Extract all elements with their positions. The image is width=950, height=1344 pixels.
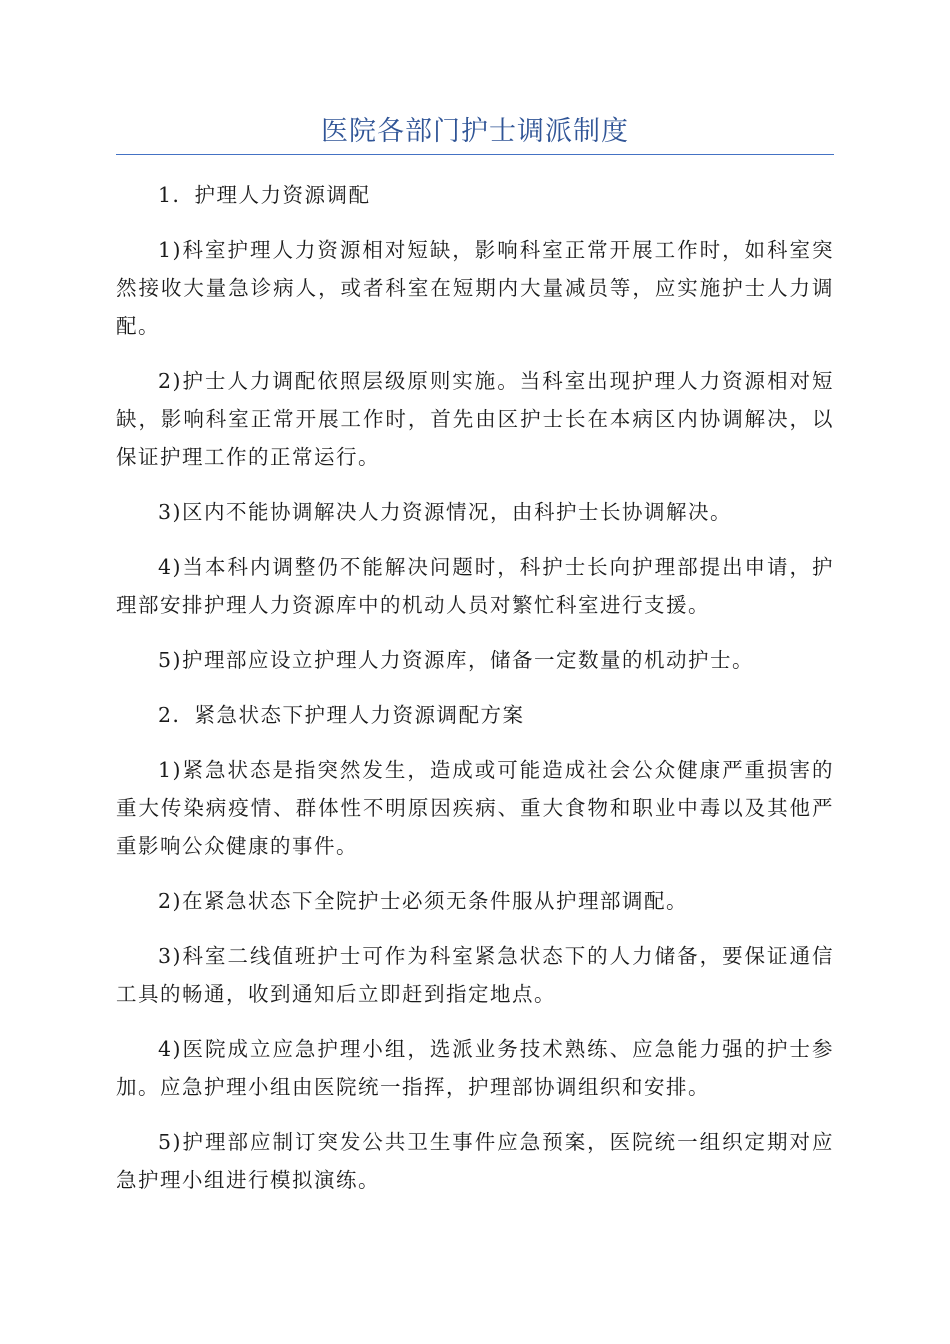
document-title: 医院各部门护士调派制度 bbox=[321, 116, 629, 147]
paragraph: 4)医院成立应急护理小组，选派业务技术熟练、应急能力强的护士参加。应急护理小组由医院统一指挥，护理部协调组织和安排。 bbox=[116, 1037, 834, 1099]
paragraph: 4)当本科内调整仍不能解决问题时，科护士长向护理部提出申请，护理部安排护理人力资源库中的机动人员对繁忙科室进行支援。 bbox=[116, 555, 834, 617]
document-body bbox=[116, 176, 834, 1216]
paragraph: 5)护理部应制订突发公共卫生事件应急预案，医院统一组织定期对应急护理小组进行模拟演练。 bbox=[116, 1130, 834, 1192]
section-heading: 1．护理人力资源调配 bbox=[158, 183, 371, 207]
title-underline bbox=[116, 154, 834, 155]
section-heading: 2．紧急状态下护理人力资源调配方案 bbox=[158, 703, 525, 727]
paragraph: 1)紧急状态是指突然发生，造成或可能造成社会公众健康严重损害的重大传染病疫情、群体性不明原因疾病、重大食物和职业中毒以及其他严重影响公众健康的事件。 bbox=[116, 758, 834, 858]
paragraph: 1)科室护理人力资源相对短缺，影响科室正常开展工作时，如科室突然接收大量急诊病人，或者科室在短期内大量减员等，应实施护士人力调配。 bbox=[116, 238, 834, 338]
paragraph: 5)护理部应设立护理人力资源库，储备一定数量的机动护士。 bbox=[158, 648, 755, 672]
paragraph: 3)科室二线值班护士可作为科室紧急状态下的人力储备，要保证通信工具的畅通，收到通知后立即赶到指定地点。 bbox=[116, 944, 834, 1006]
paragraph: 2)护士人力调配依照层级原则实施。当科室出现护理人力资源相对短缺，影响科室正常开展工作时，首先由区护士长在本病区内协调解决，以保证护理工作的正常运行。 bbox=[116, 369, 834, 469]
paragraph: 2)在紧急状态下全院护士必须无条件服从护理部调配。 bbox=[158, 889, 689, 913]
paragraph: 3)区内不能协调解决人力资源情况，由科护士长协调解决。 bbox=[158, 500, 733, 524]
